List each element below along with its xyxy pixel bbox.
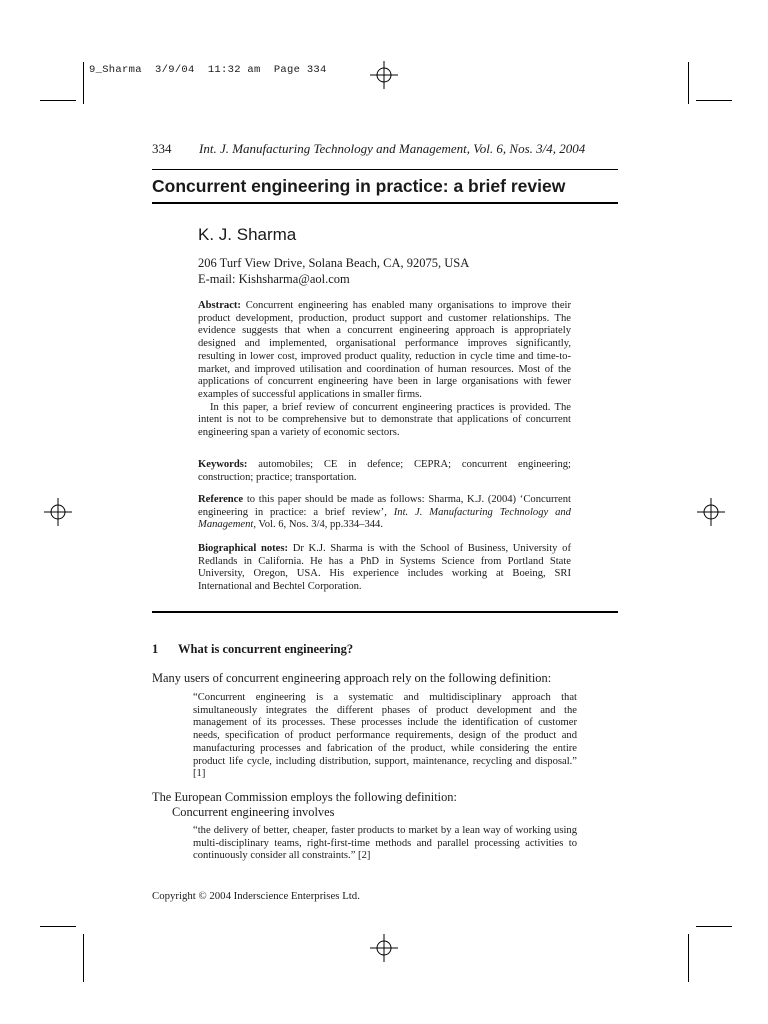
paper-title: Concurrent engineering in practice: a brief review — [152, 176, 566, 196]
abstract-line: Concurrent engineering has enabled many organisations to improve — [245, 300, 547, 311]
crop-mark — [40, 100, 76, 101]
reference — [198, 494, 571, 532]
bio-label: Biographical notes: — [198, 543, 289, 554]
abstract-line: approach is appropriately designed and implemented, organisational — [198, 325, 571, 350]
definition-quote-2: “the delivery of better, cheaper, faster products to market by a lean way of working using multi-disciplinary teams, right-first-time methods and parallel processing activities to continuously consider all constraints.” [2] — [193, 825, 577, 862]
abstract-line: and coordination of human resources. Most of the applications of concurrent — [198, 363, 572, 388]
abstract-line: performance improves significantly, resulting in lower cost, improved product — [198, 338, 571, 362]
crop-mark — [83, 62, 84, 104]
keywords-text: automobiles; CE in defence; CEPRA; concurrent engineering; construction; practice; transportation. — [198, 459, 571, 483]
title-rule-top — [152, 169, 618, 170]
abstract-line: engineering have been in large organisations with fewer examples of successful — [198, 376, 571, 400]
definition-quote-1: “Concurrent engineering is a systematic and multidisciplinary approach that simultaneously integrates the different phases of product development and the management of its processes. These processes include the identification of customer needs, specification of product performance requirements, design of the product and manufacturing processes and fabrication of the product, while considering the entire product life cycle, including distribution, support, maintenance, recycling and disposal.” [1] — [193, 692, 577, 780]
abstract-line: relationships. The evidence suggests that when a concurrent engineering — [198, 312, 571, 337]
ec-paragraph-continued: Concurrent engineering involves — [172, 805, 335, 819]
author-name: K. J. Sharma — [198, 225, 297, 244]
abstract-para-2: In this paper, a brief review of concurrent engineering practices is provided. The intent is not to be comprehensive but to demonstrate that applications of concurrent engineering span a variety of economic sectors. — [198, 401, 571, 439]
print-slug: 9_Sharma 3/9/04 11:32 am Page 334 — [89, 64, 327, 76]
reference-label: Reference — [198, 494, 244, 505]
section-number: 1 — [152, 642, 159, 656]
title-rule-bottom — [152, 202, 618, 204]
journal-citation: Int. J. Manufacturing Technology and Management, Vol. 6, Nos. 3/4, 2004 — [199, 141, 586, 156]
copyright-notice: Copyright © 2004 Inderscience Enterprises Ltd. — [152, 890, 360, 902]
abstract-line: their product development, production, product support and customer — [198, 300, 571, 324]
intro-paragraph: Many users of concurrent engineering approach rely on the following definition: — [152, 671, 552, 685]
author-email: E-mail: Kishsharma@aol.com — [198, 272, 350, 286]
crop-mark — [83, 934, 84, 982]
crop-mark — [40, 926, 76, 927]
abstract-line: quality, reduction in cycle time and time-to-market, and improved utilisation — [198, 350, 571, 375]
ec-paragraph: The European Commission employs the following definition: — [152, 790, 457, 804]
reference-text: to this paper should be made as follows: Sharma, K.J. (2004) ‘Concurrent engineering in practice: a brief review’, — [198, 494, 571, 518]
crop-mark — [696, 100, 732, 101]
abstract-rule-bottom — [152, 611, 618, 613]
abstract — [198, 300, 571, 440]
section-heading — [152, 642, 353, 657]
reference-journal: Int. J. Manufacturing Technology and Management — [198, 506, 571, 531]
author-address: 206 Turf View Drive, Solana Beach, CA, 92075, USA — [198, 256, 470, 270]
keywords — [198, 459, 571, 484]
section-title: What is concurrent engineering? — [178, 642, 354, 656]
abstract-label: Abstract: — [198, 300, 241, 311]
crop-mark — [688, 62, 689, 104]
reference-volume: , Vol. 6, Nos. 3/4, pp.334–344. — [253, 519, 384, 531]
keywords-label: Keywords: — [198, 459, 248, 470]
registration-mark-bottom — [370, 934, 398, 962]
registration-mark-right — [697, 498, 725, 526]
page-number: 334 — [152, 141, 172, 156]
registration-mark-left — [44, 498, 72, 526]
crop-mark — [688, 934, 689, 982]
author-affiliation — [198, 255, 469, 287]
registration-mark-top — [370, 61, 398, 89]
bio-text: Dr K.J. Sharma is with the School of Business, University of Redlands in California. He has a PhD in Systems Science from Portland State University, Oregon, USA. His experience includes working at Boeing, SRI International and Bechtel Corporation. — [198, 543, 571, 593]
abstract-para-1 — [198, 300, 571, 402]
abstract-line: applications in smaller firms. — [298, 388, 422, 400]
crop-mark — [696, 926, 732, 927]
biographical-notes — [198, 543, 571, 594]
